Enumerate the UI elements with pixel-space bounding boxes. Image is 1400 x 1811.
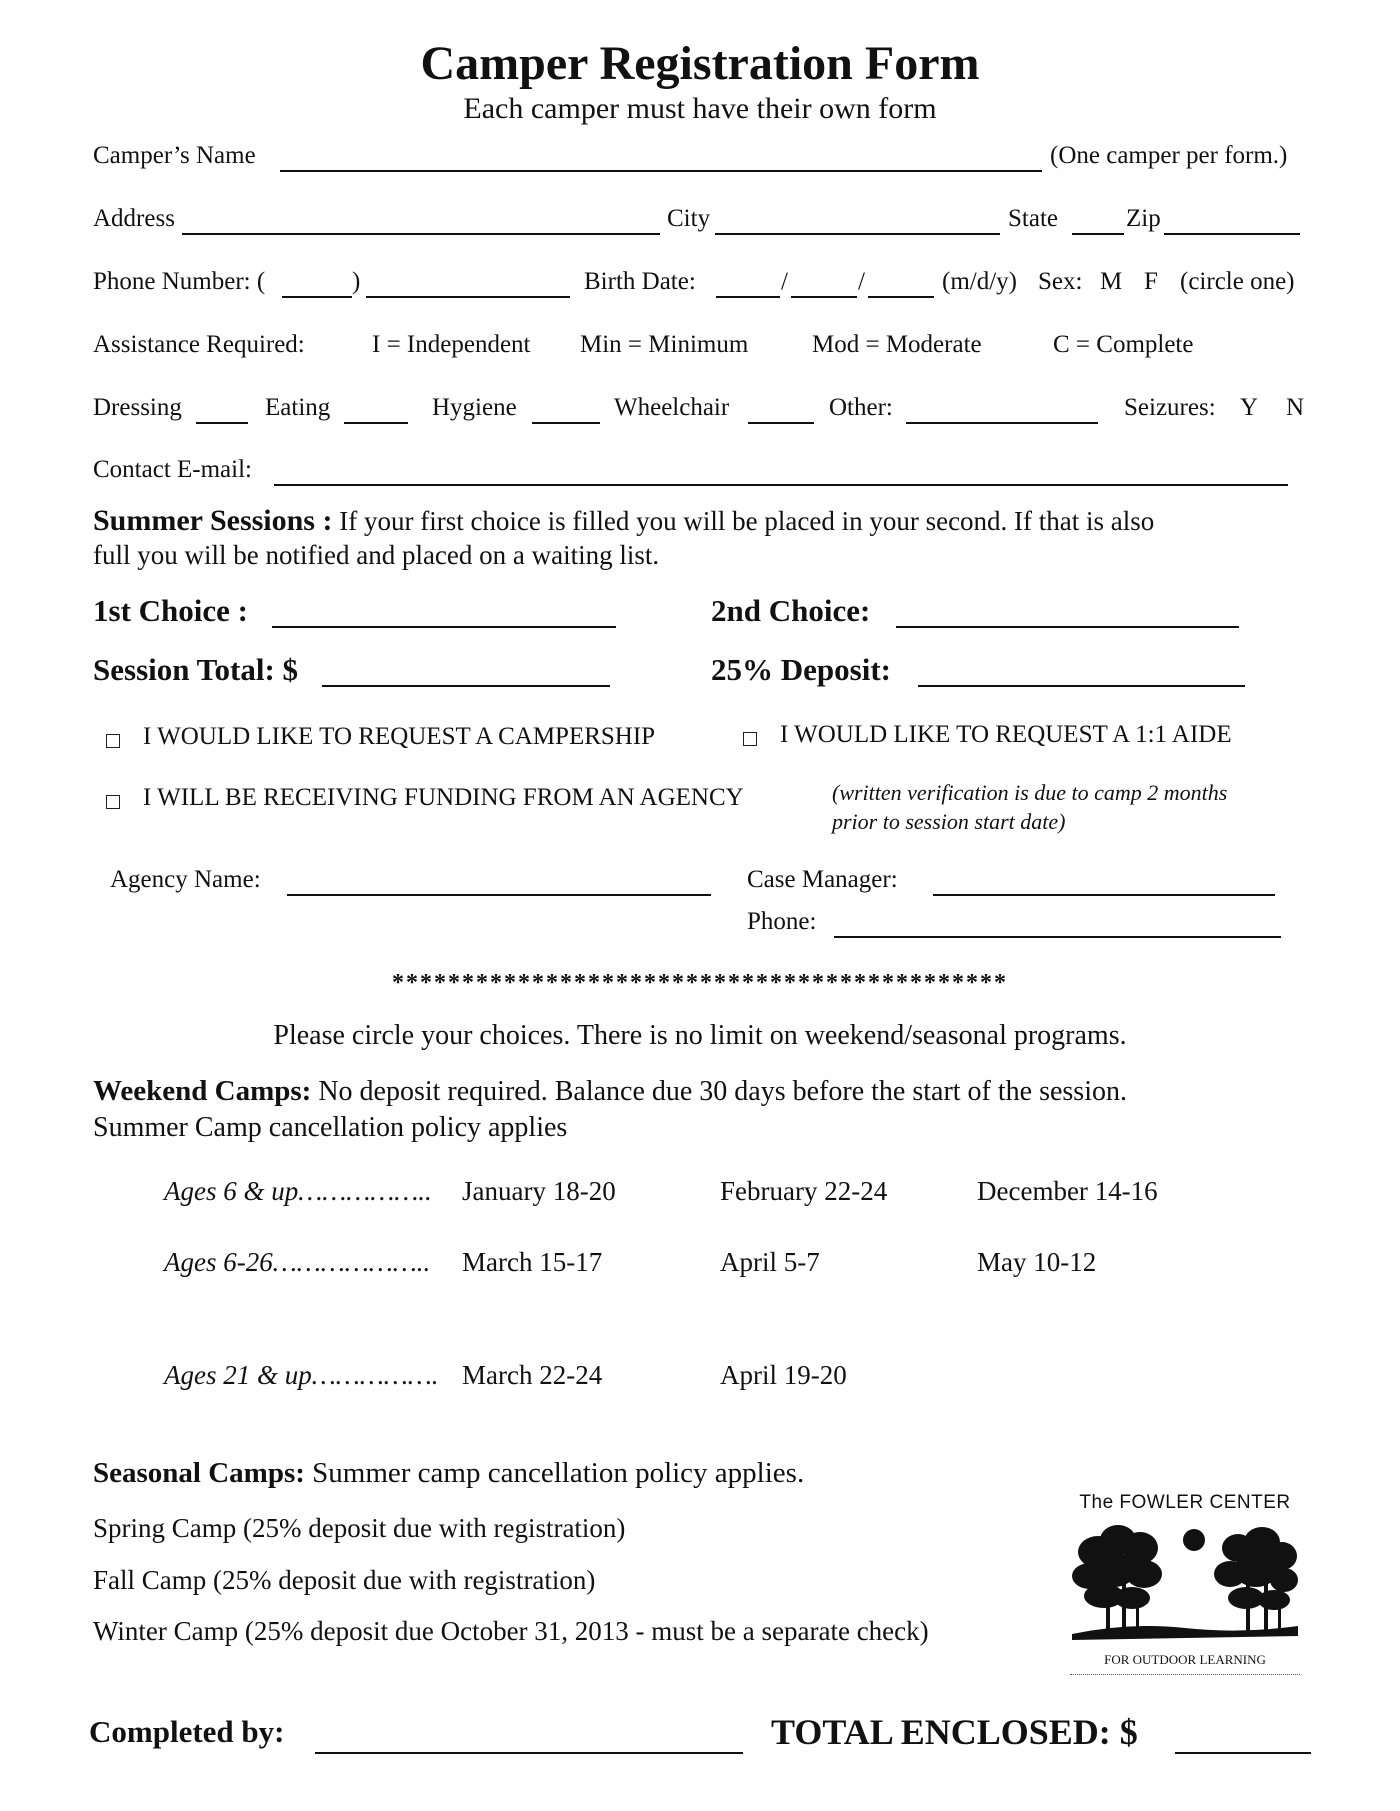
assistance-legend-item: Min = Minimum bbox=[580, 331, 749, 358]
completed-by-field[interactable] bbox=[315, 1752, 743, 1754]
deposit-label: 25% Deposit: bbox=[711, 652, 891, 687]
seizures-label: Seizures: bbox=[1124, 394, 1216, 421]
agency-name-field[interactable] bbox=[287, 894, 711, 896]
eating-label: Eating bbox=[265, 394, 331, 421]
summer-sessions-paragraph bbox=[93, 504, 1154, 538]
summer-sessions-heading: Summer Sessions : bbox=[93, 504, 333, 537]
weekend-date-option[interactable]: December 14-16 bbox=[977, 1176, 1158, 1206]
seizures-option-no[interactable]: N bbox=[1286, 394, 1305, 421]
assistance-legend-item: Mod = Moderate bbox=[812, 331, 982, 358]
camper-name-field[interactable] bbox=[280, 170, 1042, 172]
assistance-legend-item: I = Independent bbox=[372, 331, 531, 358]
second-choice-field[interactable] bbox=[896, 626, 1239, 628]
summer-sessions-text-2: full you will be notified and placed on a waiting list. bbox=[93, 540, 660, 570]
wheelchair-label: Wheelchair bbox=[614, 394, 730, 421]
leader-dots: ……………. bbox=[311, 1360, 439, 1390]
birth-date-label: Birth Date: bbox=[584, 268, 696, 295]
weekend-row bbox=[164, 1360, 439, 1391]
camper-name-note: (One camper per form.) bbox=[1050, 142, 1288, 169]
city-label: City bbox=[667, 205, 711, 232]
birth-year-field[interactable] bbox=[868, 296, 934, 298]
seasonal-camps-paragraph bbox=[93, 1457, 804, 1490]
second-choice-label: 2nd Choice: bbox=[711, 593, 871, 628]
completed-by-label: Completed by: bbox=[89, 1714, 285, 1749]
birth-month-field[interactable] bbox=[716, 296, 780, 298]
verification-note-2: prior to session start date) bbox=[832, 809, 1066, 834]
logo-bottom-text: FOR OUTDOOR LEARNING bbox=[1104, 1652, 1266, 1667]
seasonal-camp-option[interactable]: Winter Camp (25% deposit due October 31, 2013 - must be a separate check) bbox=[93, 1616, 929, 1646]
sex-note: (circle one) bbox=[1180, 268, 1295, 295]
agency-funding-label: I WILL BE RECEIVING FUNDING FROM AN AGENCY bbox=[143, 784, 744, 811]
weekend-camps-text: No deposit required. Balance due 30 days before the start of the session. bbox=[318, 1076, 1127, 1107]
tree-illustration-icon bbox=[1070, 1518, 1300, 1648]
date-slash: / bbox=[781, 268, 788, 295]
assistance-legend-item: C = Complete bbox=[1053, 331, 1194, 358]
eating-field[interactable] bbox=[344, 422, 408, 424]
weekend-date-option[interactable]: April 5-7 bbox=[720, 1247, 820, 1277]
phone-field[interactable] bbox=[366, 296, 570, 298]
weekend-camps-heading: Weekend Camps: bbox=[93, 1075, 312, 1107]
case-manager-label: Case Manager: bbox=[747, 866, 898, 893]
leader-dots: …………….. bbox=[298, 1176, 432, 1206]
address-field[interactable] bbox=[182, 233, 660, 235]
assistance-label: Assistance Required: bbox=[93, 331, 305, 358]
circle-choices-note: Please circle your choices. There is no limit on weekend/seasonal programs. bbox=[273, 1020, 1127, 1051]
page-title: Camper Registration Form bbox=[420, 37, 980, 90]
weekend-date-option[interactable]: March 22-24 bbox=[462, 1360, 603, 1390]
address-label: Address bbox=[93, 205, 175, 232]
leader-dots: ……………….. bbox=[272, 1247, 431, 1277]
page-subtitle: Each camper must have their own form bbox=[463, 92, 937, 125]
email-label: Contact E-mail: bbox=[93, 456, 252, 483]
session-total-label: Session Total: $ bbox=[93, 652, 299, 687]
area-code-field[interactable] bbox=[282, 296, 352, 298]
case-manager-field[interactable] bbox=[933, 894, 1275, 896]
zip-field[interactable] bbox=[1164, 233, 1300, 235]
first-choice-field[interactable] bbox=[272, 626, 616, 628]
logo-top-text: The FOWLER CENTER bbox=[1079, 1492, 1291, 1513]
sex-option-f[interactable]: F bbox=[1144, 268, 1158, 295]
phone-label: Phone Number: ( bbox=[93, 268, 266, 295]
weekend-camps-text-2: Summer Camp cancellation policy applies bbox=[93, 1112, 568, 1143]
first-choice-label: 1st Choice : bbox=[93, 593, 248, 628]
phone-paren-close: ) bbox=[352, 268, 361, 295]
campership-label: I WOULD LIKE TO REQUEST A CAMPERSHIP bbox=[143, 723, 656, 750]
wheelchair-field[interactable] bbox=[748, 422, 814, 424]
total-enclosed-label: TOTAL ENCLOSED: $ bbox=[771, 1712, 1138, 1752]
other-label: Other: bbox=[829, 394, 893, 421]
age-group: Ages 6-26 bbox=[164, 1247, 273, 1277]
session-total-field[interactable] bbox=[322, 685, 610, 687]
other-field[interactable] bbox=[906, 422, 1098, 424]
summer-sessions-text: If your first choice is filled you will be placed in your second. If that is also bbox=[339, 506, 1155, 536]
deposit-field[interactable] bbox=[918, 685, 1245, 687]
age-group: Ages 21 & up bbox=[164, 1360, 312, 1390]
state-label: State bbox=[1008, 205, 1058, 232]
seizures-option-yes[interactable]: Y bbox=[1240, 394, 1259, 421]
weekend-row bbox=[164, 1247, 430, 1278]
fowler-center-logo bbox=[1060, 1492, 1310, 1682]
dressing-field[interactable] bbox=[196, 422, 248, 424]
weekend-date-option[interactable]: February 22-24 bbox=[720, 1176, 888, 1206]
hygiene-field[interactable] bbox=[532, 422, 600, 424]
total-enclosed-field[interactable] bbox=[1175, 1752, 1311, 1754]
seasonal-camp-option[interactable]: Spring Camp (25% deposit due with registration) bbox=[93, 1513, 626, 1543]
zip-label: Zip bbox=[1126, 205, 1161, 232]
birth-day-field[interactable] bbox=[791, 296, 857, 298]
agency-phone-field[interactable] bbox=[834, 936, 1281, 938]
logo-divider bbox=[1070, 1674, 1300, 1675]
date-slash: / bbox=[858, 268, 865, 295]
city-field[interactable] bbox=[715, 233, 1000, 235]
section-separator: ******************************************** bbox=[392, 970, 1008, 996]
verification-note: (written verification is due to camp 2 months bbox=[832, 780, 1228, 805]
agency-phone-label: Phone: bbox=[747, 908, 817, 935]
dressing-label: Dressing bbox=[93, 394, 182, 421]
weekend-camps-paragraph bbox=[93, 1075, 1127, 1108]
date-format-hint: (m/d/y) bbox=[942, 268, 1017, 295]
camper-name-label: Camper’s Name bbox=[93, 142, 256, 169]
age-group: Ages 6 & up bbox=[164, 1176, 299, 1206]
seasonal-camp-option[interactable]: Fall Camp (25% deposit due with registration) bbox=[93, 1565, 596, 1595]
weekend-date-option[interactable]: January 18-20 bbox=[462, 1176, 616, 1206]
seasonal-camps-heading: Seasonal Camps: bbox=[93, 1457, 305, 1489]
sex-option-m[interactable]: M bbox=[1100, 268, 1123, 295]
agency-name-label: Agency Name: bbox=[110, 866, 261, 893]
state-field[interactable] bbox=[1072, 233, 1124, 235]
agency-funding-checkbox[interactable] bbox=[106, 795, 120, 809]
weekend-row bbox=[164, 1176, 432, 1207]
aide-label: I WOULD LIKE TO REQUEST A 1:1 AIDE bbox=[780, 721, 1232, 748]
hygiene-label: Hygiene bbox=[432, 394, 517, 421]
aide-checkbox[interactable] bbox=[743, 732, 757, 746]
email-field[interactable] bbox=[274, 484, 1288, 486]
weekend-date-option[interactable]: May 10-12 bbox=[977, 1247, 1097, 1277]
weekend-date-option[interactable]: April 19-20 bbox=[720, 1360, 847, 1390]
weekend-date-option[interactable]: March 15-17 bbox=[462, 1247, 603, 1277]
campership-checkbox[interactable] bbox=[106, 734, 120, 748]
sex-label: Sex: bbox=[1038, 268, 1083, 295]
seasonal-camps-text: Summer camp cancellation policy applies. bbox=[312, 1457, 805, 1489]
